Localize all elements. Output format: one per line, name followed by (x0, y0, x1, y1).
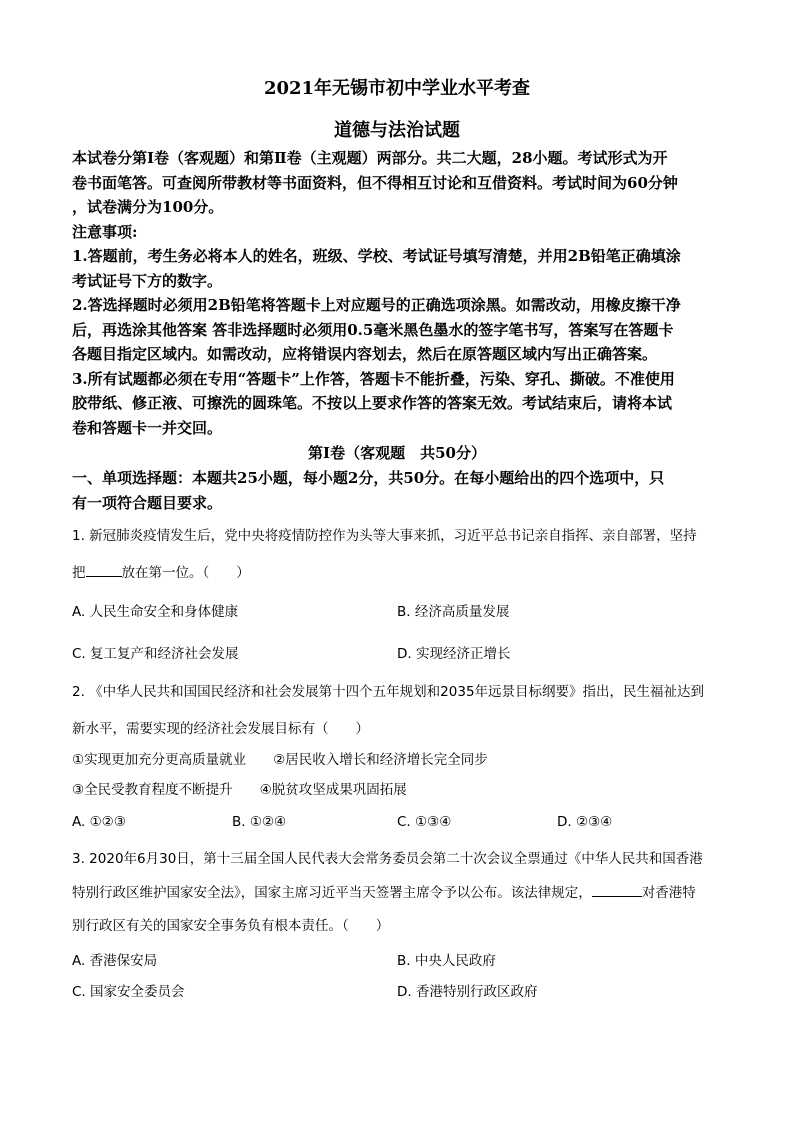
q2-statement-line1: ①实现更加充分更高质量就业 ②居民收入增长和经济增长完全同步 (72, 752, 488, 768)
note-line: 后，再选涂其他答案 答非选择题时必须用0.5毫米黑色墨水的签字笔书写，答案写在答题卡 (72, 320, 674, 339)
part-instructions (72, 466, 722, 515)
intro-line: 本试卷分第Ⅰ卷（客观题）和第Ⅱ卷（主观题）两部分。共二大题，28小题。考试形式为开 (72, 149, 668, 167)
note-line: 各题目指定区域内。如需改动，应将错误内容划去，然后在原答题区域内写出正确答案。 (72, 345, 658, 363)
page-subtitle: 道德与法治试题 (334, 120, 460, 141)
answer-blank (86, 564, 122, 577)
q1-option-b: B. 经济高质量发展 (397, 604, 510, 620)
q3-option-d: D. 香港特别行政区政府 (397, 984, 538, 1000)
q2-statement-line2: ③全民受教育程度不断提升 ④脱贫攻坚成果巩固拓展 (72, 782, 407, 798)
note-line: 胶带纸、修正液、可擦洗的圆珠笔。不按以上要求作答的答案无效。考试结束后，请将本试 (72, 394, 673, 412)
q1-option-c: C. 复工复产和经济社会发展 (72, 646, 239, 662)
notes-heading: 注意事项: (72, 222, 138, 241)
q3-stem-line1: 3. 2020年6月30日，第十三届全国人民代表大会常务委员会第二十次会议全票通过《中华人民共和国香港 (72, 851, 703, 867)
note-line: 1.答题前，考生务必将本人的姓名，班级、学校、考试证号填写清楚，并用2B铅笔正确填涂 (72, 247, 681, 265)
answer-blank (592, 884, 642, 897)
q3-stem-pre: 特别行政区维护国家安全法》，国家主席习近平当天签署主席令予以公布。该法律规定， (72, 885, 592, 901)
q1-option-a: A. 人民生命安全和身体健康 (72, 604, 239, 620)
intro-paragraph (72, 146, 722, 440)
q2-option-d: D. ②③④ (557, 814, 613, 830)
part-line: 有一项符合题目要求。 (72, 493, 223, 512)
q2-option-a: A. ①②③ (72, 814, 126, 830)
intro-line: ，试卷满分为100分。 (72, 198, 224, 216)
q3-option-c: C. 国家安全委员会 (72, 984, 185, 1000)
q1-stem-line1: 1. 新冠肺炎疫情发生后，党中央将疫情防控作为头等大事来抓，习近平总书记亲自指挥、亲自部署，坚持 (72, 528, 697, 544)
q3-stem-line2 (72, 884, 722, 902)
note-line: 考试证号下方的数字。 (72, 271, 223, 290)
part-line: 一、单项选择题：本题共25小题，每小题2分，共50分。在每小题给出的四个选项中，只 (72, 469, 665, 487)
q3-option-a: A. 香港保安局 (72, 953, 158, 969)
q2-stem-line1: 2. 《中华人民共和国国民经济和社会发展第十四个五年规划和2035年远景目标纲要》指出，民生福祉达到 (72, 684, 705, 700)
q3-stem-post: 对香港特 (641, 885, 696, 901)
note-line: 卷和答题卡一并交回。 (72, 418, 223, 437)
section-heading: 第Ⅰ卷（客观题 共50分） (308, 444, 486, 462)
q1-stem-pre: 把 (72, 565, 86, 581)
note-line: 3.所有试题都必须在专用“答题卡”上作答，答题卡不能折叠，污染、穿孔、撕破。不准使用 (72, 369, 675, 388)
q1-stem-line2 (72, 564, 722, 582)
q3-option-b: B. 中央人民政府 (397, 953, 496, 969)
q2-option-b: B. ①②④ (232, 814, 287, 830)
note-line: 2.答选择题时必须用2B铅笔将答题卡上对应题号的正确选项涂黑。如需改动，用橡皮擦干净 (72, 296, 681, 314)
q2-stem-line2: 新水平，需要实现的经济社会发展目标有（ ） (72, 721, 369, 737)
page-title: 2021年无锡市初中学业水平考查 (263, 78, 531, 99)
q1-option-d: D. 实现经济正增长 (397, 646, 511, 662)
intro-line: 卷书面笔答。可查阅所带教材等书面资料，但不得相互讨论和互借资料。考试时间为60分钟 (72, 173, 678, 192)
q1-stem-post: 放在第一位。（ ） (121, 565, 250, 581)
q2-option-c: C. ①③④ (397, 814, 452, 830)
q3-stem-line3: 别行政区有关的国家安全事务负有根本责任。（ ） (72, 918, 390, 934)
